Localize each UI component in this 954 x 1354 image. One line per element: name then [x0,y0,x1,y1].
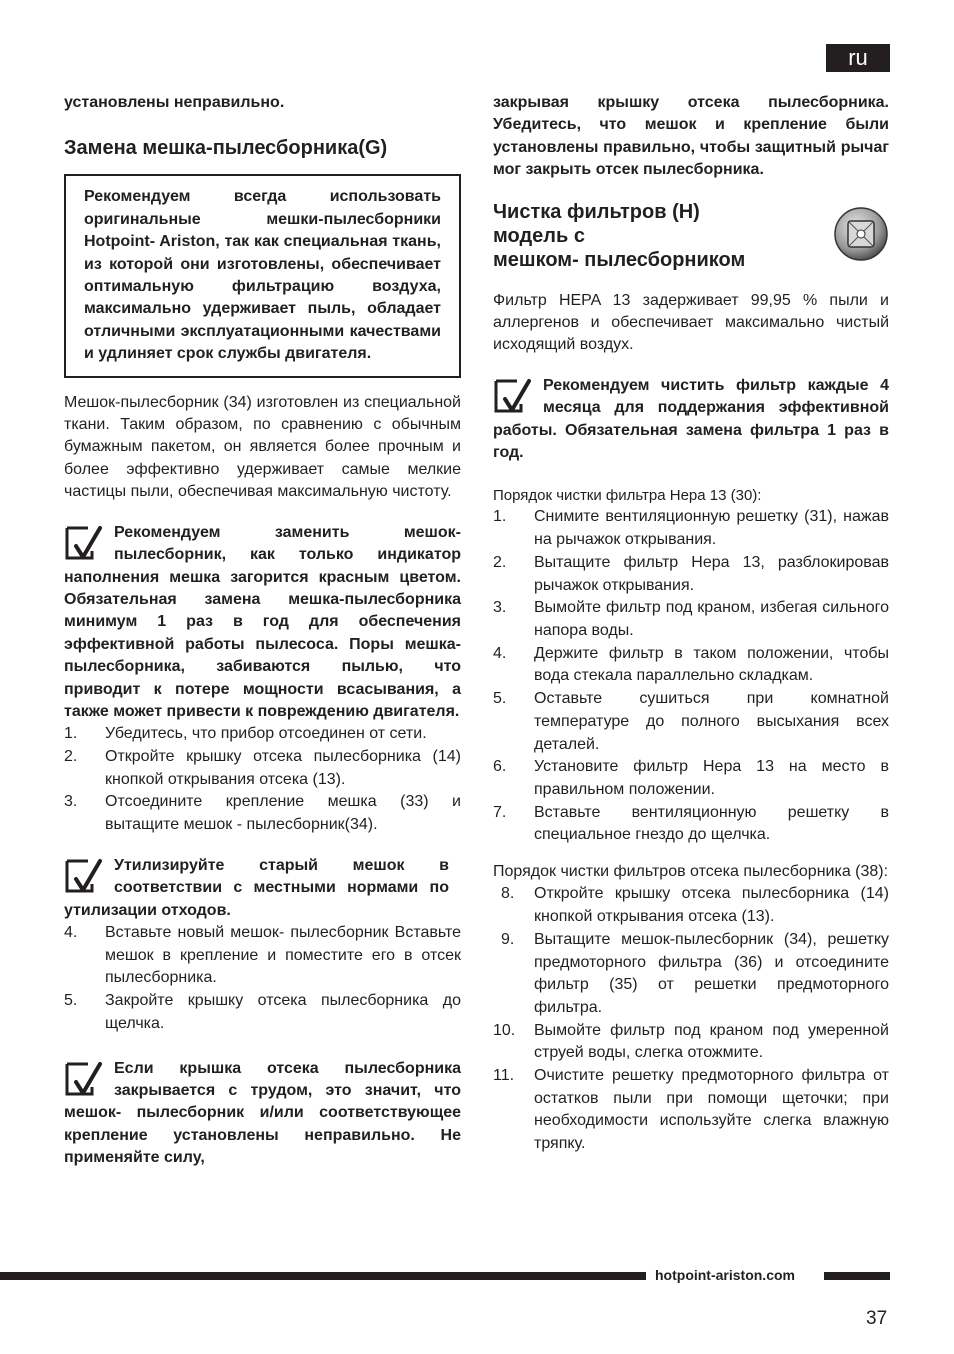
right-top-text: закрывая крышку отсека пылесборника. Убедитесь, что мешок и крепление были установлены правильно, чтобы защитный рычаг мог закрыть отсек пылесборника. [493,94,889,179]
list-item: 5. Закройте крышку отсека пылесборника до щелчка. [64,992,461,1032]
list-item: 1. Убедитесь, что прибор отсоединен от сети. [64,725,427,743]
note-lid-closing-text: Если крышка отсека пылесборника закрывается с трудом, это значит, что мешок- пылесборник и/или соответствующее крепление установлены неправильно. Не применяйте силу, [64,1059,461,1167]
list-item: 3. Вымойте фильтр под краном, избегая сильного напора воды. [493,599,889,639]
list-item: 4. Вставьте новый мешок- пылесборник Вставьте мешок в крепление и поместите его в отсек пылесборника. [64,924,461,987]
left-top-line: установлены неправильно. [64,94,285,111]
note-clean-filter [493,375,889,465]
list-item: 7. Вставьте вентиляционную решетку в специальное гнездо до щелчка. [493,803,889,844]
list-item: 9. Вытащите мешок-пылесборник (34), решетку предмоторного фильтра (36) и отсоедините фильтр (35) от решетки предмоторного фильтра. [501,930,889,1016]
section-heading-filters: Чистка фильтров (H) модель с мешком- пылесборником [493,200,746,271]
note-dispose-bag-text: Утилизируйте старый мешок в соответствии с местными нормами по утилизации отходов. [64,856,449,919]
list-item: 8. Откройте крышку отсека пылесборника (14) кнопкой открывания отсека (13). [501,885,889,926]
list-item: 2. Откройте крышку отсека пылесборника (14) кнопкой открывания отсека (13). [64,748,461,788]
steps-list-hepa [493,506,889,847]
framed-note [64,174,461,377]
language-tab: ru [826,44,890,72]
list-item: 2. Вытащите фильтр Нера 13, разблокировав рычажок открывания. [493,553,889,594]
list-item: 3. Отсоедините крепление мешка (33) и вытащите мешок - пылесборник(34). [64,793,461,834]
right-column [493,92,889,1156]
checkmark-icon [64,857,104,897]
list-item: 6. Установите фильтр Нера 13 на место в правильном положении. [493,758,889,798]
steps-list-compartment [493,883,889,1155]
footer-rule-left [0,1272,646,1280]
note-replace-bag [64,522,461,724]
list-item: 10. Вымойте фильтр под краном под умеренной струей воды, слегка отожмите. [493,1021,889,1062]
procedure-compartment-title: Порядок чистки фильтров отсека пылесборника (38): [493,863,889,881]
page-number: 37 [866,1308,888,1329]
filter-icon [833,206,889,262]
note-dispose-bag [64,855,461,922]
steps-list-b [64,922,461,1036]
note-replace-bag-text: Рекомендуем заменить мешок-пылесборник, как только индикатор наполнения мешка загорится красным цветом. Обязательная замена мешка-пылесборника минимум 1 раз в год для обеспечения эффективной работы пылесоса. Поры мешка-пылесборника, забиваются пылью, что приводит к потере мощности всасывания, а также может привести к повреждению двигателя. [64,523,461,720]
framed-note-text: Рекомендуем всегда использовать оригинальные мешки-пылесборники Hotpoint- Ariston, так как специальная ткань, из которой они изготовлены, обеспечивает оптимальную фильтрацию воздуха, максимально удерживает пыль, обладает отличными эксплуатационными качествами и удлиняет срок службы двигателя. [84,188,441,363]
footer-rule-right [824,1272,890,1280]
checkmark-icon [64,1060,104,1100]
list-item: 4. Держите фильтр в таком положении, чтобы вода стекала параллельно складкам. [493,644,889,685]
list-item: 11. Очистите решетку предмоторного фильтра от остатков пыли при помощи щеточки; при необходимости используйте слегка влажную тряпку. [493,1067,889,1153]
left-column [64,92,461,1170]
procedure-hepa-title: Порядок чистки фильтра Нера 13 (30): [493,487,762,505]
filter-section-header [493,200,889,272]
list-item: 5. Оставьте сушиться при комнатной температуре до полного высыхания всех деталей. [493,690,889,753]
bag-description: Мешок-пылесборник (34) изготовлен из специальной ткани. Таким образом, по сравнению с обычным бумажным пакетом, он является более прочным и более эффективно удерживает самые мелкие частицы пыли, обеспечивая максимальную чистоту. [64,393,461,501]
section-heading-bag-replacement: Замена мешка-пылесборника(G) [64,137,388,160]
list-item: 1. Снимите вентиляционную решетку (31), нажав на рычажок открывания. [493,508,889,549]
checkmark-icon [64,524,104,564]
hepa-description: Фильтр HEPA 13 задерживает 99,95 % пыли и аллергенов и обеспечивает максимально чистый исходящий воздух. [493,291,889,354]
note-lid-closing [64,1058,461,1170]
note-clean-filter-text: Рекомендуем чистить фильтр каждые 4 месяца для поддержания эффективной работы. Обязательная замена фильтра 1 раз в год. [493,376,889,462]
checkmark-icon [493,377,533,417]
footer-website: hotpoint-ariston.com [655,1267,795,1283]
steps-list-a [64,723,461,837]
